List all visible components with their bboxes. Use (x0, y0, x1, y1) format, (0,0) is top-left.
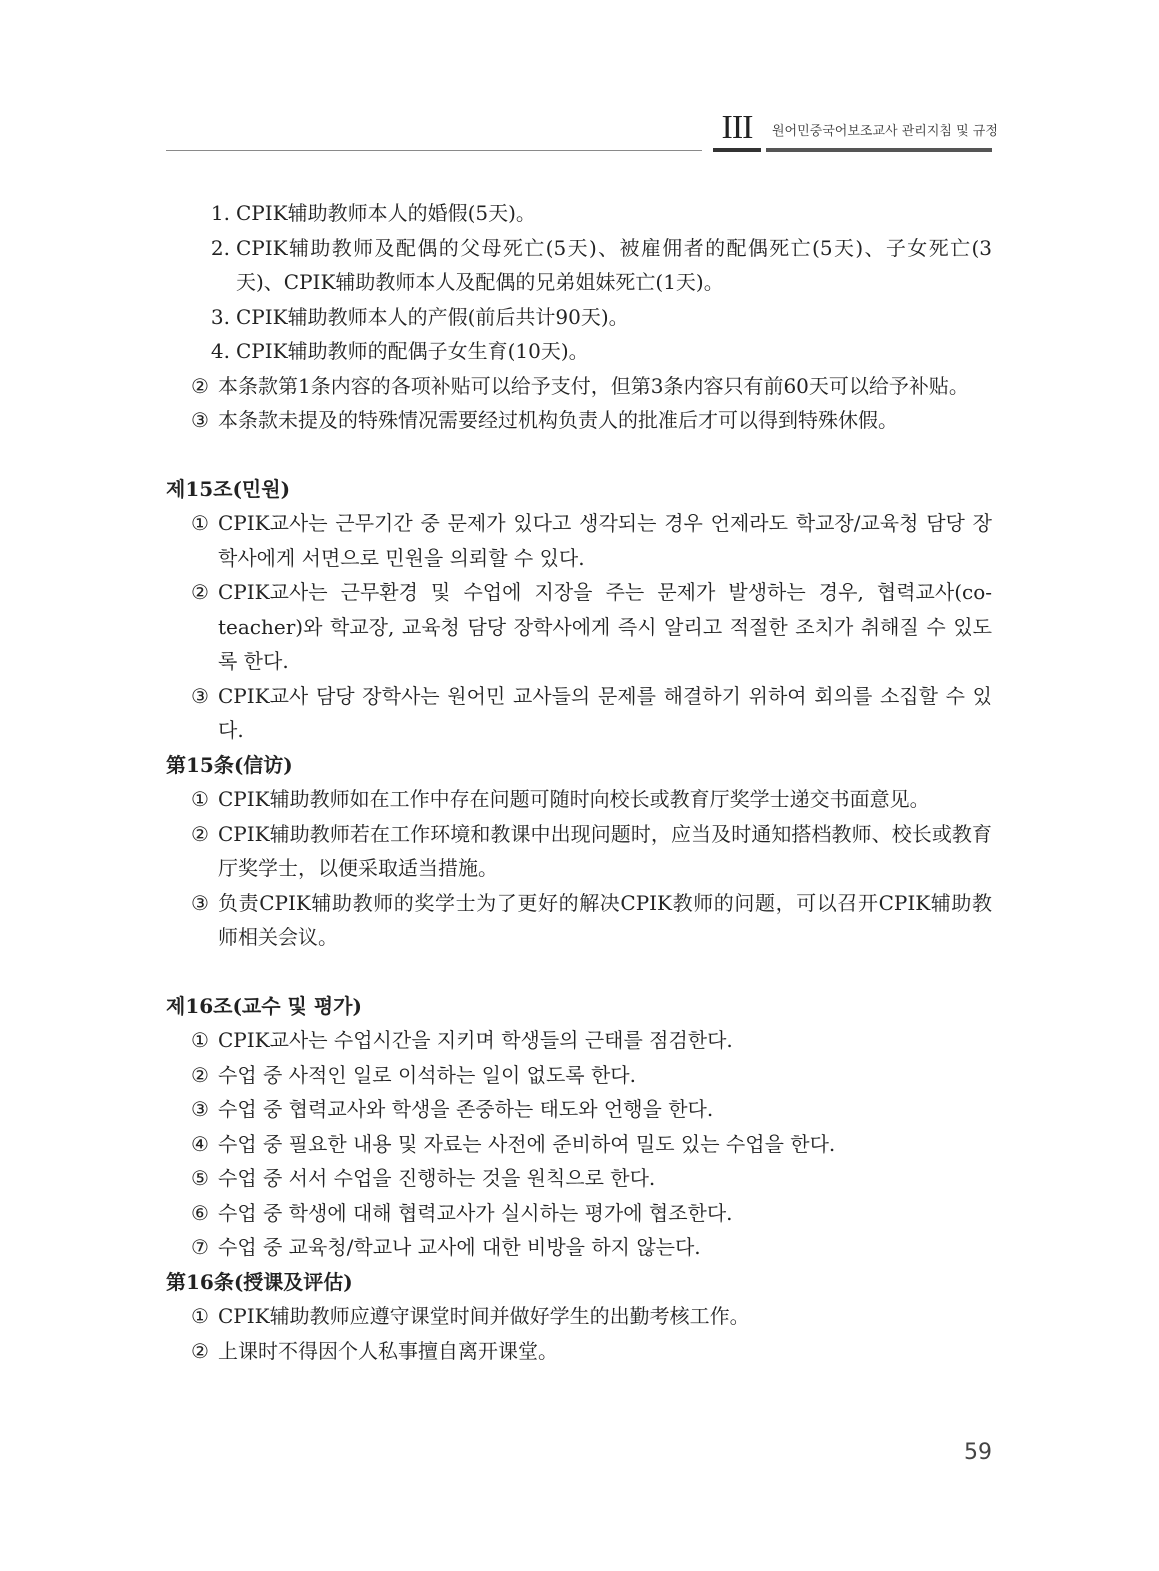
list-marker: 1. (210, 201, 230, 225)
clause (166, 1196, 992, 1231)
clause-marker: ① (191, 787, 209, 811)
clause-text: 수업 중 사적인 일로 이석하는 일이 없도록 한다. (218, 1062, 636, 1087)
article-heading: 제16조(교수 및 평가) (166, 993, 362, 1018)
clause (166, 782, 992, 817)
clause (166, 403, 992, 438)
clause-marker: ③ (191, 408, 209, 432)
clause (166, 369, 992, 404)
clause (166, 1299, 992, 1334)
clause-text: CPIK辅助教师若在工作环境和教课中出现问题时，应当及时通知搭档教师、校长或教育厅奖学士，以便采取适当措施。 (218, 821, 992, 880)
clause-text: 수업 중 서서 수업을 진행하는 것을 원칙으로 한다. (218, 1166, 656, 1190)
clause-marker: ⑤ (191, 1166, 209, 1190)
clause-text: CPIK교사는 근무환경 및 수업에 지장을 주는 문제가 발생하는 경우, 협력교사(co-teacher)와 학교장, 교육청 담당 장학사에게 즉시 알리고 적절한 조치가 취해질 수 있도록 한다. (218, 580, 992, 673)
clause-text: 负责CPIK辅助教师的奖学士为了更好的解决CPIK教师的问题，可以召开CPIK辅助教师相关会议。 (218, 890, 992, 949)
clause (166, 886, 992, 955)
clause-marker: ② (191, 1338, 209, 1363)
clause-marker: ① (191, 1304, 209, 1328)
clause-marker: ⑦ (191, 1235, 209, 1259)
clause (166, 679, 992, 748)
list-marker: 3. (210, 304, 230, 329)
clause-marker: ① (191, 511, 209, 535)
clause-text: 수업 중 필요한 내용 및 자료는 사전에 준비하여 밀도 있는 수업을 한다. (218, 1131, 836, 1156)
page-body (166, 196, 992, 1368)
list-text: CPIK辅助教师本人的婚假(5天)。 (236, 201, 536, 225)
clause-marker: ④ (191, 1131, 209, 1156)
article-heading: 제15조(민원) (166, 476, 291, 501)
header-rule-right (766, 148, 992, 152)
clause-marker: ③ (191, 1097, 209, 1121)
list-text: CPIK辅助教师的配偶子女生育(10天)。 (236, 339, 589, 363)
running-header-title: 원어민중국어보조교사 관리지침 및 규정 (772, 124, 998, 139)
clause (166, 1023, 992, 1058)
clause-marker: ③ (191, 683, 209, 708)
clause-text: 本条款第1条内容的各项补贴可以给予支付，但第3条内容只有前60天可以给予补贴。 (218, 373, 969, 398)
clause-text: 수업 중 학생에 대해 협력교사가 실시하는 평가에 협조한다. (218, 1200, 733, 1225)
clause-marker: ⑥ (191, 1200, 209, 1225)
article-heading: 第15条(信访) (166, 752, 293, 777)
clause-text: CPIK교사는 근무기간 중 문제가 있다고 생각되는 경우 언제라도 학교장/교육청 담당 장학사에게 서면으로 민원을 의뢰할 수 있다. (218, 511, 992, 570)
clause (166, 506, 992, 575)
clause-text: CPIK辅助教师应遵守课堂时间并做好学生的出勤考核工作。 (218, 1304, 750, 1328)
clause (166, 575, 992, 679)
clause (166, 1058, 992, 1093)
page-number: 59 (964, 1440, 992, 1465)
chapter-numeral: III (721, 109, 753, 146)
article-heading: 第16条(授课及评估) (166, 1269, 353, 1294)
list-item (166, 300, 992, 335)
list-text: CPIK辅助教师及配偶的父母死亡(5天)、被雇佣者的配偶死亡(5天)、子女死亡(3天)、CPIK辅助教师本人及配偶的兄弟姐妹死亡(1天)。 (236, 235, 992, 294)
clause (166, 1161, 992, 1196)
clause-text: CPIK교사는 수업시간을 지키며 학생들의 근태를 점검한다. (218, 1028, 733, 1052)
list-item (166, 334, 992, 369)
clause (166, 1230, 992, 1265)
list-item (166, 231, 992, 300)
clause-marker: ② (191, 580, 209, 604)
chapter-numeral-underline (713, 148, 761, 152)
clause-text: 本条款未提及的特殊情况需要经过机构负责人的批准后才可以得到特殊休假。 (218, 408, 898, 432)
list-text: CPIK辅助教师本人的产假(前后共计90天)。 (236, 304, 629, 329)
list-item (166, 196, 992, 231)
clause (166, 1334, 992, 1369)
clause-marker: ③ (191, 890, 209, 915)
clause-marker: ② (191, 821, 209, 846)
clause-text: CPIK辅助教师如在工作中存在问题可随时向校长或教育厅奖学士递交书面意见。 (218, 787, 930, 811)
list-marker: 4. (210, 339, 230, 363)
clause (166, 1127, 992, 1162)
clause-text: 수업 중 교육청/학교나 교사에 대한 비방을 하지 않는다. (218, 1235, 701, 1259)
list-marker: 2. (210, 235, 230, 260)
clause-text: 수업 중 협력교사와 학생을 존중하는 태도와 언행을 한다. (218, 1097, 714, 1121)
clause (166, 1092, 992, 1127)
clause-text: CPIK교사 담당 장학사는 원어민 교사들의 문제를 해결하기 위하여 회의를 소집할 수 있다. (218, 683, 992, 742)
clause-marker: ① (191, 1028, 209, 1052)
clause-text: 上课时不得因个人私事擅自离开课堂。 (218, 1338, 558, 1363)
clause (166, 817, 992, 886)
clause-marker: ② (191, 1062, 209, 1087)
header-rule-left (166, 150, 702, 151)
clause-marker: ② (191, 373, 209, 398)
